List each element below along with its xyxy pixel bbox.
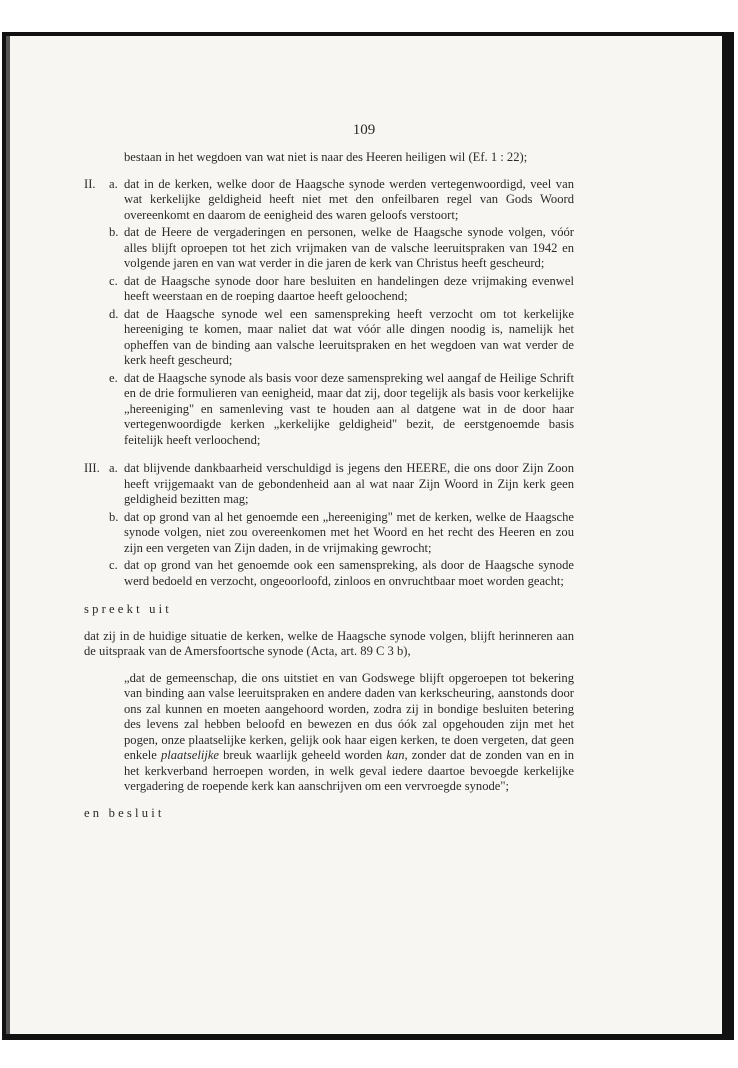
- item-letter: b.: [109, 225, 119, 239]
- list-item: [84, 461, 574, 508]
- list-item: [84, 371, 574, 449]
- item-text: dat de Heere de vergaderingen en personen, welke de Haagsche synode volgen, vóór alles blijft oproepen tot het zich vrijmaken van de valsche leeruitspraken van 1942 en volgende jaren en van wat verder in die jaren de kerk van Christus heeft gescheurd;: [124, 225, 574, 270]
- document-page: [6, 36, 722, 1034]
- continuation-paragraph: bestaan in het wegdoen van wat niet is naar des Heeren heiligen wil (Ef. 1 : 22);: [124, 150, 528, 164]
- heading-spreekt-uit: spreekt uit: [84, 602, 173, 616]
- list-item: [84, 177, 574, 224]
- item-text: dat in de kerken, welke door de Haagsche synode werden vertegenwoordigd, veel van wat kerkelijke geldigheid heeft niet met den onfeilbaren regel van Gods Woord overeenkomt en daarom de eenigheid des waren geloofs verstoort;: [124, 176, 574, 222]
- quote-text: zonder dat de zonden van en in het kerkverband herroepen worden, in welk geval iedere daartoe bevoegde kerkelijke vergadering de roepende kerk kan aanschrijven om een vervroegde synode";: [124, 748, 575, 793]
- section-iii: [84, 461, 574, 589]
- quote-text: „dat de gemeenschap, die ons uitstiet en van Godswege blijft opgeroepen tot bekering van binding aan valse leeruitspraken en andere daden van kerkscheuring, aanstonds door ons zal kunnen en moeten aangehoord worden, zodra zij in bondige besluiten betering des levens zal hebben beloofd en bewezen en dus óók zal opgehouden zijn met het pogen, onze plaatselijke kerken, gelijk ook haar eigen kerken, te doen vergeten, dat geen enkele: [124, 670, 574, 762]
- page-number: 109: [352, 122, 376, 138]
- item-text: dat op grond van het genoemde ook een samenspreking, als door de Haagsche synode werd bedoeld en verzocht, ongeoorloofd, zinloos en onvruchtbaar moet worden geacht;: [124, 558, 574, 588]
- section-numeral: III.: [84, 461, 100, 475]
- quoted-paragraph: [84, 671, 574, 795]
- item-letter: b.: [109, 509, 119, 524]
- list-item: [84, 558, 574, 589]
- item-letter: c.: [109, 558, 118, 572]
- item-letter: d.: [109, 306, 119, 321]
- item-letter: a.: [109, 176, 118, 191]
- heading-en-besluit: en besluit: [84, 805, 165, 820]
- item-letter: a.: [109, 461, 118, 475]
- item-text: dat de Haagsche synode wel een samenspreking heeft verzocht om tot kerkelijke hereeniging te komen, maar naliet dat wat vóór alle dingen noodig is, namelijk het opheffen van de binding aan valsche leeruitspraken en het wegdoen van wat verder de kerk heeft gescheurd;: [124, 306, 574, 367]
- quote-emphasis: plaatselijke: [160, 748, 220, 762]
- list-item: [84, 274, 574, 305]
- item-text: dat de Haagsche synode door hare besluiten en handelingen deze vrijmaking evenwel heeft weerstaan en de roeping daartoe heeft geloochend;: [124, 273, 574, 303]
- document-body: [84, 150, 574, 832]
- section-numeral: II.: [84, 176, 96, 191]
- section-ii: [84, 177, 574, 449]
- item-text: dat blijvende dankbaarheid verschuldigd is jegens den HEERE, die ons door Zijn Zoon heeft vrijgemaakt van de gebondenheid aan al wat naar Zijn Woord in Zijn kerk geen geldigheid bezitten mag;: [124, 461, 574, 506]
- declaration-paragraph: dat zij in de huidige situatie de kerken, welke de Haagsche synode volgen, blijft herinneren aan de uitspraak van de Amersfoortsche synode (Acta, art. 89 C 3 b),: [84, 628, 574, 658]
- list-item: [84, 225, 574, 272]
- quote-text: breuk waarlijk geheeld worden: [223, 748, 383, 762]
- quote-emphasis: kan,: [386, 748, 408, 762]
- item-letter: e.: [109, 370, 118, 385]
- item-text: dat de Haagsche synode als basis voor deze samenspreking wel aangaf de Heilige Schrift en de drie formulieren van eenigheid, maar dat zij, door tegelijk als basis voor kerkelijke „hereeniging" en samenleving vast te houden aan al datgene wat in de door haar vertegenwoordigde kerken „kerkelijke geldigheid" bezit, de eerstgenoemde basis feitelijk heeft verloochend;: [124, 370, 574, 447]
- item-letter: c.: [109, 273, 118, 288]
- item-text: dat op grond van al het genoemde een „hereeniging" met de kerken, welke de Haagsche synode volgen, niet zou overeenkomen met het Woord en het recht des Heeren en zou zijn een vergeten van Zijn daden, in de vrijmaking gewrocht;: [124, 509, 574, 555]
- page-gutter-shadow: [6, 36, 10, 1034]
- list-item: [84, 510, 574, 557]
- list-item: [84, 307, 574, 369]
